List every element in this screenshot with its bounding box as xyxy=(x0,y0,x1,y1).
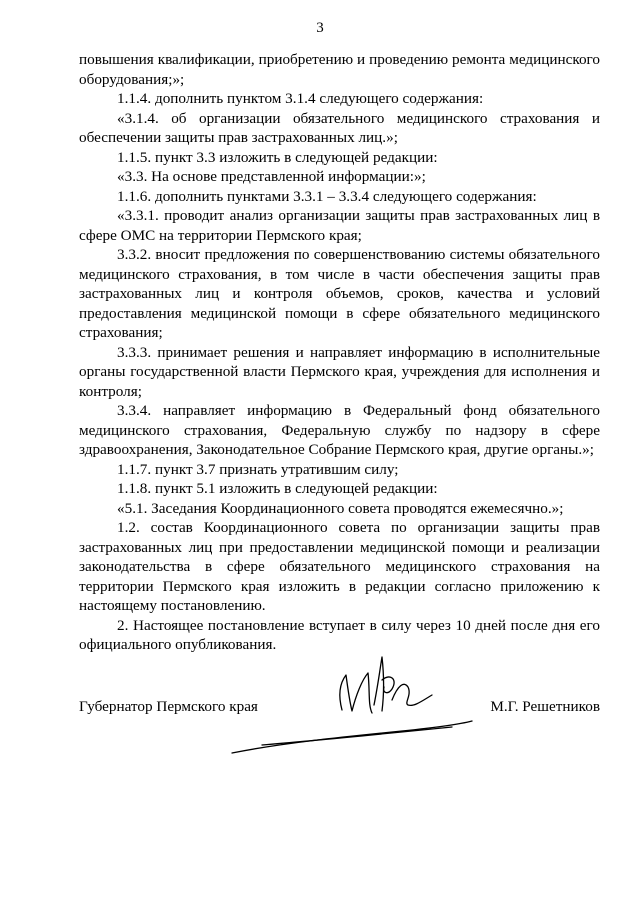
paragraph: 1.1.4. дополнить пунктом 3.1.4 следующего содержания: xyxy=(117,90,484,107)
paragraph: 1.2. состав Координационного совета по организации защиты прав застрахованных лиц при предоставлении медицинской помощи и реализации законодательства в сфере обязательного медицинского страхования на территории Пермского края изложить в редакции согласно приложению к настоящему постановлению. xyxy=(79,519,600,614)
paragraph: 1.1.7. пункт 3.7 признать утратившим силу; xyxy=(117,460,399,478)
paragraph: 1.1.6. дополнить пунктами 3.3.1 – 3.3.4 следующего содержания: xyxy=(117,187,537,205)
signatory-name: М.Г. Решетников xyxy=(490,698,600,715)
paragraph: 2. Настоящее постановление вступает в силу через 10 дней после дня его официального опубликования. xyxy=(79,616,600,653)
paragraph: «3.3. На основе представленной информации:»; xyxy=(117,168,426,185)
paragraph: «3.3.1. проводит анализ организации защиты прав застрахованных лиц в сфере ОМС на территории Пермского края; xyxy=(79,207,600,244)
page-number: 3 xyxy=(316,20,324,36)
paragraph: «3.1.4. об организации обязательного медицинского страхования и обеспечении защиты прав застрахованных лиц.»; xyxy=(79,109,600,146)
paragraph: «5.1. Заседания Координационного совета проводятся ежемесячно.»; xyxy=(117,499,564,517)
paragraph: 3.3.2. вносит предложения по совершенствованию системы обязательного медицинского страхования, в том числе в части обеспечения защиты прав застрахованных лиц и контроля объемов, сроков, качества и условий предоставления медицинской помощи в сфере обязательного медицинского страхования; xyxy=(79,246,600,341)
paragraph-continuation: повышения квалификации, приобретению и проведению ремонта медицинского оборудования;»; xyxy=(79,51,600,88)
document-body xyxy=(79,50,600,655)
handwritten-signature xyxy=(222,645,482,765)
signatory-title: Губернатор Пермского края xyxy=(79,698,258,715)
paragraph: 1.1.5. пункт 3.3 изложить в следующей редакции: xyxy=(117,148,438,166)
paragraph: 3.3.3. принимает решения и направляет информацию в исполнительные органы государственной власти Пермского края, учреждения для исполнения и контроля; xyxy=(79,343,600,400)
paragraph: 1.1.8. пункт 5.1 изложить в следующей редакции: xyxy=(117,480,438,497)
paragraph: 3.3.4. направляет информацию в Федеральный фонд обязательного медицинского страхования, Федеральную службу по надзору в сфере здравоохранения, Законодательное Собрание Пермского края, другие органы.»; xyxy=(79,402,600,458)
